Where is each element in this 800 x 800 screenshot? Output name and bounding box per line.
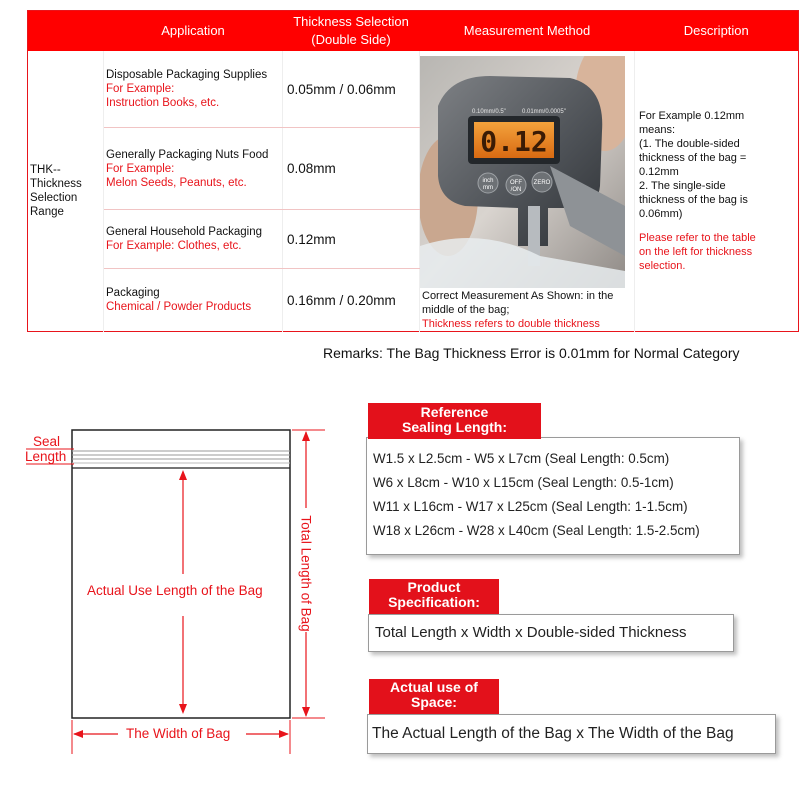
description-cell — [635, 51, 799, 332]
seal-length-label — [25, 434, 67, 464]
application-example: For Example: — [106, 162, 175, 175]
category-line: Selection — [30, 192, 78, 204]
header-thickness-line2: (Double Side) — [311, 32, 391, 47]
description-line: (1. The double-sided — [639, 138, 740, 150]
description-line: thickness of the bag is — [639, 194, 748, 206]
application-example: For Example: Clothes, etc. — [106, 240, 242, 253]
application-example-detail: Instruction Books, etc. — [106, 97, 220, 110]
width-of-bag-label: The Width of Bag — [126, 726, 231, 741]
table-header-row — [28, 11, 799, 52]
remarks-text: Remarks: The Bag Thickness Error is 0.01mm for Normal Category — [323, 345, 740, 361]
thickness-gauge-photo — [420, 56, 625, 288]
application-cell — [104, 51, 283, 128]
measurement-caption-red: Thickness refers to double thickness — [422, 318, 600, 330]
spec-box — [368, 614, 734, 652]
space-tag — [369, 679, 499, 714]
category-line: THK-- — [30, 164, 61, 176]
space-tag-line2: Space: — [411, 694, 457, 710]
reference-box — [366, 437, 740, 555]
seal-label-line1: Seal — [33, 434, 61, 449]
category-cell — [28, 51, 104, 332]
gauge-scale-label: 0.10mm/0.5" — [472, 109, 506, 115]
category-line: Range — [30, 206, 64, 218]
gauge-scale-label-2: 0.01mm/0.0005" — [522, 109, 566, 115]
header-description: Description — [635, 11, 799, 52]
thickness-cell: 0.05mm / 0.06mm — [283, 51, 420, 128]
header-thickness-line1: Thickness Selection — [293, 14, 409, 29]
spec-text: Total Length x Width x Double-sided Thickness — [375, 624, 687, 641]
reference-tag — [368, 403, 541, 439]
application-title: Generally Packaging Nuts Food — [106, 148, 269, 161]
reference-line: W18 x L26cm - W28 x L40cm (Seal Length: 1.5-2.5cm) — [373, 523, 700, 538]
application-title: Disposable Packaging Supplies — [106, 69, 268, 82]
reference-line: W11 x L16cm - W17 x L25cm (Seal Length: 1-1.5cm) — [373, 499, 688, 514]
header-blank — [28, 11, 104, 52]
spec-tag-line2: Specification: — [388, 594, 480, 610]
arrow-right-icon — [279, 730, 289, 738]
header-thickness — [283, 11, 420, 52]
table-row — [28, 51, 799, 128]
description-note: Please refer to the table — [639, 232, 756, 244]
arrow-down-icon — [302, 707, 310, 717]
reference-line: W1.5 x L2.5cm - W5 x L7cm (Seal Length: 0.5cm) — [373, 451, 670, 466]
seal-label-line2: Length — [25, 449, 67, 464]
application-example-detail: Melon Seeds, Peanuts, etc. — [106, 176, 247, 189]
description-line: For Example 0.12mm — [639, 110, 745, 122]
description-line: 0.06mm) — [639, 208, 683, 220]
space-tag-line1: Actual use of — [390, 679, 478, 695]
actual-use-length-label: Actual Use Length of the Bag — [87, 583, 263, 598]
thickness-table — [27, 10, 799, 332]
bag-outline — [72, 430, 290, 718]
application-title: General Household Packaging — [106, 226, 262, 239]
arrow-left-icon — [73, 730, 83, 738]
measurement-caption: Correct Measurement As Shown: in the — [422, 290, 614, 302]
application-cell — [104, 269, 283, 332]
header-measurement: Measurement Method — [420, 11, 635, 52]
header-application: Application — [104, 11, 283, 52]
total-length-label: Total Length of Bag — [298, 515, 314, 632]
category-line: Thickness — [30, 178, 82, 190]
gauge-mm-button: mm — [483, 185, 493, 191]
arrow-up-icon — [302, 431, 310, 441]
application-title: Packaging — [106, 287, 160, 300]
gauge-inch-button: inch — [482, 178, 494, 184]
thickness-cell: 0.16mm / 0.20mm — [283, 269, 420, 332]
description-note: selection. — [639, 260, 686, 272]
thickness-cell: 0.08mm — [283, 128, 420, 210]
gauge-on-button: /ON — [510, 187, 522, 193]
description-line: thickness of the bag = — [639, 152, 747, 164]
gauge-zero-button: ZERO — [533, 180, 551, 186]
description-line: 0.12mm — [639, 166, 679, 178]
description-note: on the left for thickness — [639, 246, 753, 258]
application-cell — [104, 128, 283, 210]
measurement-caption: middle of the bag; — [422, 304, 510, 316]
application-example: Chemical / Powder Products — [106, 301, 252, 314]
description-line: means: — [639, 124, 676, 136]
spec-tag — [369, 579, 499, 614]
application-example: For Example: — [106, 83, 175, 96]
space-text: The Actual Length of the Bag x The Width of the Bag — [372, 725, 734, 742]
reference-line: W6 x L8cm - W10 x L15cm (Seal Length: 0.5-1cm) — [373, 475, 674, 490]
application-cell — [104, 210, 283, 269]
space-box — [367, 714, 776, 754]
thickness-cell: 0.12mm — [283, 210, 420, 269]
reference-tag-line2: Sealing Length: — [402, 419, 507, 435]
reference-tag-line1: Reference — [420, 404, 489, 420]
measurement-cell — [420, 51, 635, 332]
gauge-reading: 0.12 — [480, 125, 548, 158]
description-line: 2. The single-side — [639, 180, 726, 192]
spec-tag-line1: Product — [407, 579, 461, 595]
gauge-off-button: OFF — [510, 180, 522, 186]
